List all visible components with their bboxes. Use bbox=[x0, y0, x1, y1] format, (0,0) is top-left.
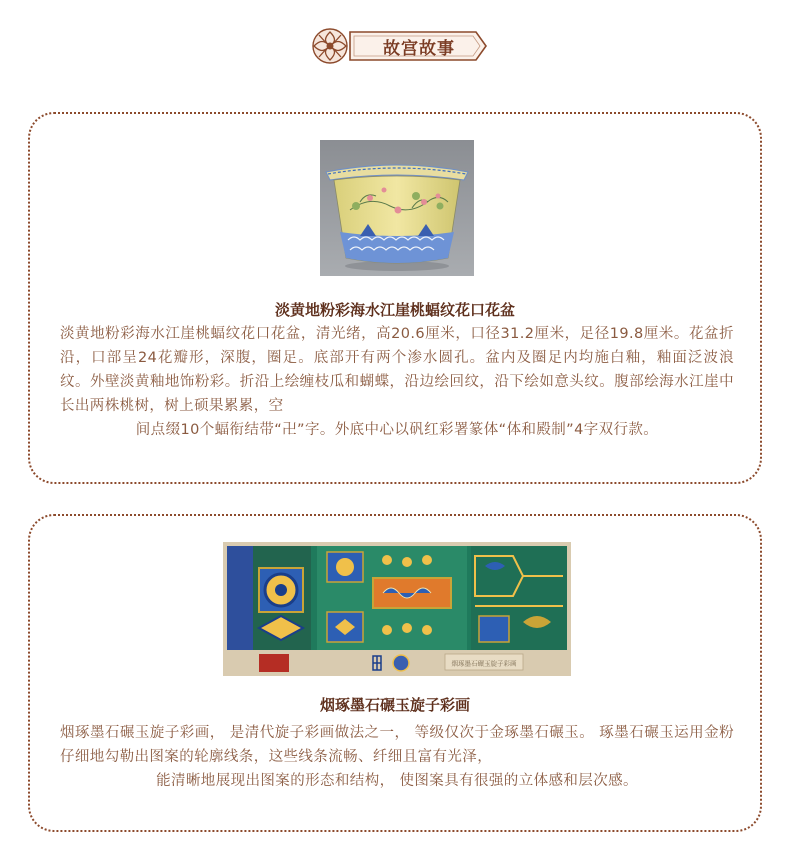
artifact-card-flowerpot bbox=[28, 112, 762, 484]
artifact-card-painting bbox=[28, 514, 762, 832]
flower-emblem-icon bbox=[313, 29, 347, 63]
artifact-title: 烟琢墨石碾玉旋子彩画 bbox=[319, 696, 470, 714]
flowerpot-image bbox=[320, 140, 474, 276]
description-text: 烟琢墨石碾玉旋子彩画， 是清代旋子彩画做法之一， 等级仅次于金琢墨石碾玉。 琢墨石碾玉运用金粉仔细地勾勒出图案的轮廓线条，这些线条流畅、纤细且富有光泽， bbox=[60, 725, 734, 765]
painting-image-label: 烟琢墨石碾玉旋子彩画 bbox=[451, 659, 517, 668]
header-title: 故宫故事 bbox=[383, 39, 455, 59]
artifact-description bbox=[60, 322, 734, 442]
artifact-description bbox=[60, 721, 734, 793]
section-header bbox=[300, 28, 490, 64]
description-text: 淡黄地粉彩海水江崖桃蝠纹花口花盆，清光绪，高20.6厘米，口径31.2厘米，足径19.8厘米。花盆折沿，口部呈24花瓣形，深腹，圈足。底部开有两个渗水圆孔。盆内及圈足内均施白釉，釉面泛波浪纹。外壁淡黄釉地饰粉彩。折沿上绘缠枝瓜和蝴蝶，沿边绘回纹，沿下绘如意头纹。腹部绘海水江崖中长出两株桃树，树上硕果累累，空 bbox=[60, 326, 734, 414]
description-text-last-line: 能清晰地展现出图案的形态和结构， 使图案具有很强的立体感和层次感。 bbox=[156, 773, 638, 789]
description-text-last-line: 间点缀10个蝠衔结带“卍”字。外底中心以矾红彩署篆体“体和殿制”4字双行款。 bbox=[135, 422, 659, 438]
artifact-title: 淡黄地粉彩海水江崖桃蝠纹花口花盆 bbox=[274, 301, 515, 319]
painting-image bbox=[223, 542, 571, 676]
